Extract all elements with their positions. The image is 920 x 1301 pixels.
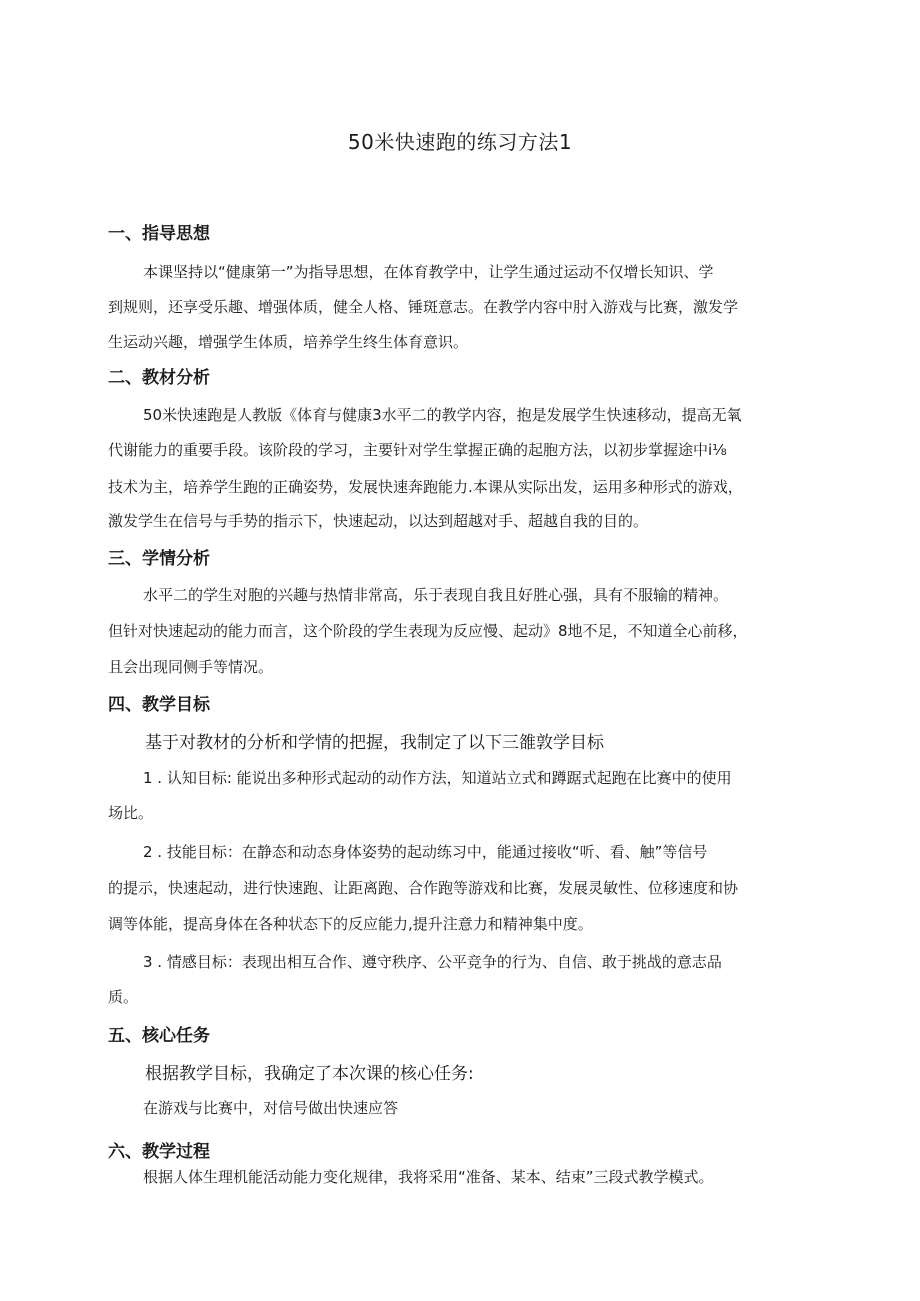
goal-cognitive-line: 场比。 <box>108 804 154 822</box>
objectives-lead: 基于对教材的分析和学情的把握，我制定了以下三雒敦学目标 <box>145 733 604 753</box>
section-heading-core-task: 五、核心任务 <box>108 1026 210 1046</box>
document-title: 50米快速跑的练习方法1 <box>347 130 573 154</box>
paragraph-line: 且会出现同侧手等情况。 <box>108 658 274 676</box>
paragraph-line: 代谢能力的重要手段。该阶段的学习，主要针对学生掌握正确的起胞方法，以初步掌握途中i⅛ <box>108 441 727 459</box>
section-heading-teaching-process: 六、教学过程 <box>108 1142 210 1162</box>
paragraph-line: 50米快速跑是人教版《体育与健康3水平二的教学内容，抱是发展学生快速移动，提高无氧 <box>143 406 742 424</box>
core-task-lead: 根据教学目标，我确定了本次课的核心任务: <box>145 1064 474 1084</box>
paragraph-line: 技术为主，培养学生跑的正确姿势，发展快速奔跑能力.本课从实际出发，运用多种形式的游戏， <box>108 478 743 496</box>
goal-skill-line: 调等体能，提高身体在各种状态下的反应能力,提升注意力和精神集中度。 <box>108 915 593 933</box>
section-heading-student-analysis: 三、学情分析 <box>108 549 210 569</box>
goal-skill-line: 的提示，快速起动，进行快速跑、让距离跑、合作跑等游戏和比赛，发展灵敏性、位移速度和协 <box>108 879 739 897</box>
paragraph-line: 到规则，还享受乐趣、增强体质，健全人格、锤斑意志。在教学内容中肘入游戏与比赛，激发学 <box>108 298 739 316</box>
paragraph-line: 激发学生在信号与手势的指示下，快速起动，以达到超越对手、超越自我的目的。 <box>108 512 649 530</box>
goal-affective-line: 质。 <box>108 988 139 1006</box>
paragraph-line: 水平二的学生对胞的兴趣与热情非常高，乐于表现自我且好胜心强，具有不服输的精神。 <box>143 586 729 604</box>
goal-affective-line: 3 . 情感目标：表现出相互合作、遵守秩序、公平竞争的行为、自信、敢于挑战的意志品 <box>143 953 722 971</box>
paragraph-line: 但针对快速起动的能力而言，这个阶段的学生表现为反应慢、起动》8地不足，不知道全心前移， <box>108 622 748 640</box>
paragraph-line: 本课坚持以“健康第一”为指导思想，在体育教学中，让学生通过运动不仅增长知识、学 <box>143 263 714 281</box>
paragraph-line: 根据人体生理机能活动能力变化规律，我将采用“准备、某本、结束”三段式教学模式。 <box>143 1168 714 1186</box>
section-heading-guiding-ideology: 一、指导思想 <box>108 224 210 244</box>
section-heading-material-analysis: 二、教材分析 <box>108 368 210 388</box>
paragraph-line: 在游戏与比赛中，对信号做出快速应答 <box>143 1099 399 1117</box>
section-heading-teaching-objectives: 四、教学目标 <box>108 695 210 715</box>
paragraph-line: 生运动兴趣，增强学生体质，培养学生终生体育意识。 <box>108 333 469 351</box>
goal-skill-line: 2 . 技能目标：在静态和动态身体姿势的起动练习中，能通过接收“听、看、触”等信号 <box>143 843 708 861</box>
goal-cognitive-line: 1 . 认知目标: 能说出多种形式起动的动作方法，知道站立式和蹲踞式起跑在比赛中的使用 <box>143 769 732 787</box>
